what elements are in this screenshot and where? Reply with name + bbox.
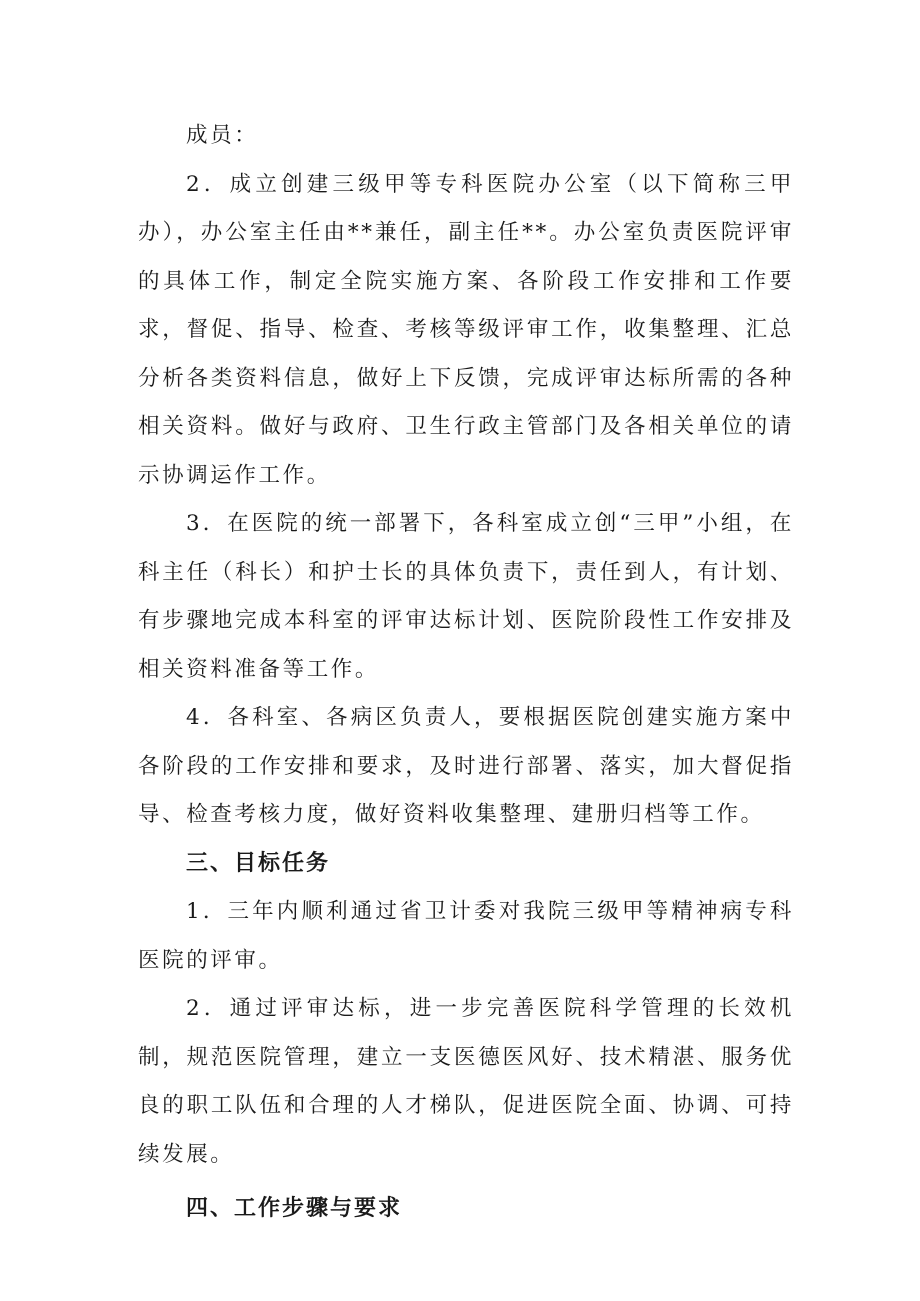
- paragraph-goal-1: 1．三年内顺利通过省卫计委对我院三级甲等精神病专科医院的评审。: [138, 899, 794, 973]
- document-body: [138, 112, 794, 1234]
- paragraph-members: 成员：: [186, 123, 259, 148]
- paragraph-goal-2: 2．通过评审达标，进一步完善医院科学管理的长效机制，规范医院管理，建立一支医德医风好、技术精湛、服务优良的职工队伍和合理的人才梯队，促进医院全面、协调、可持续发展。: [138, 996, 794, 1167]
- section-heading-goals: 三、目标任务: [186, 850, 331, 876]
- paragraph-department-groups: 3．在医院的统一部署下，各科室成立创“三甲”小组，在科主任（科长）和护士长的具体负责下，责任到人，有计划、有步骤地完成本科室的评审达标计划、医院阶段性工作安排及相关资料准备等工作。: [138, 511, 794, 682]
- paragraph-department-heads: 4．各科室、各病区负责人，要根据医院创建实施方案中各阶段的工作安排和要求，及时进行部署、落实，加大督促指导、检查考核力度，做好资料收集整理、建册归档等工作。: [138, 705, 794, 827]
- paragraph-office-setup: 2．成立创建三级甲等专科医院办公室（以下简称三甲办），办公室主任由**兼任，副主任**。办公室负责医院评审的具体工作，制定全院实施方案、各阶段工作安排和工作要求，督促、指导、检查、考核等级评审工作，收集整理、汇总分析各类资料信息，做好上下反馈，完成评审达标所需的各种相关资料。做好与政府、卫生行政主管部门及各相关单位的请示协调运作工作。: [138, 171, 794, 488]
- section-heading-steps: 四、工作步骤与要求: [186, 1196, 403, 1221]
